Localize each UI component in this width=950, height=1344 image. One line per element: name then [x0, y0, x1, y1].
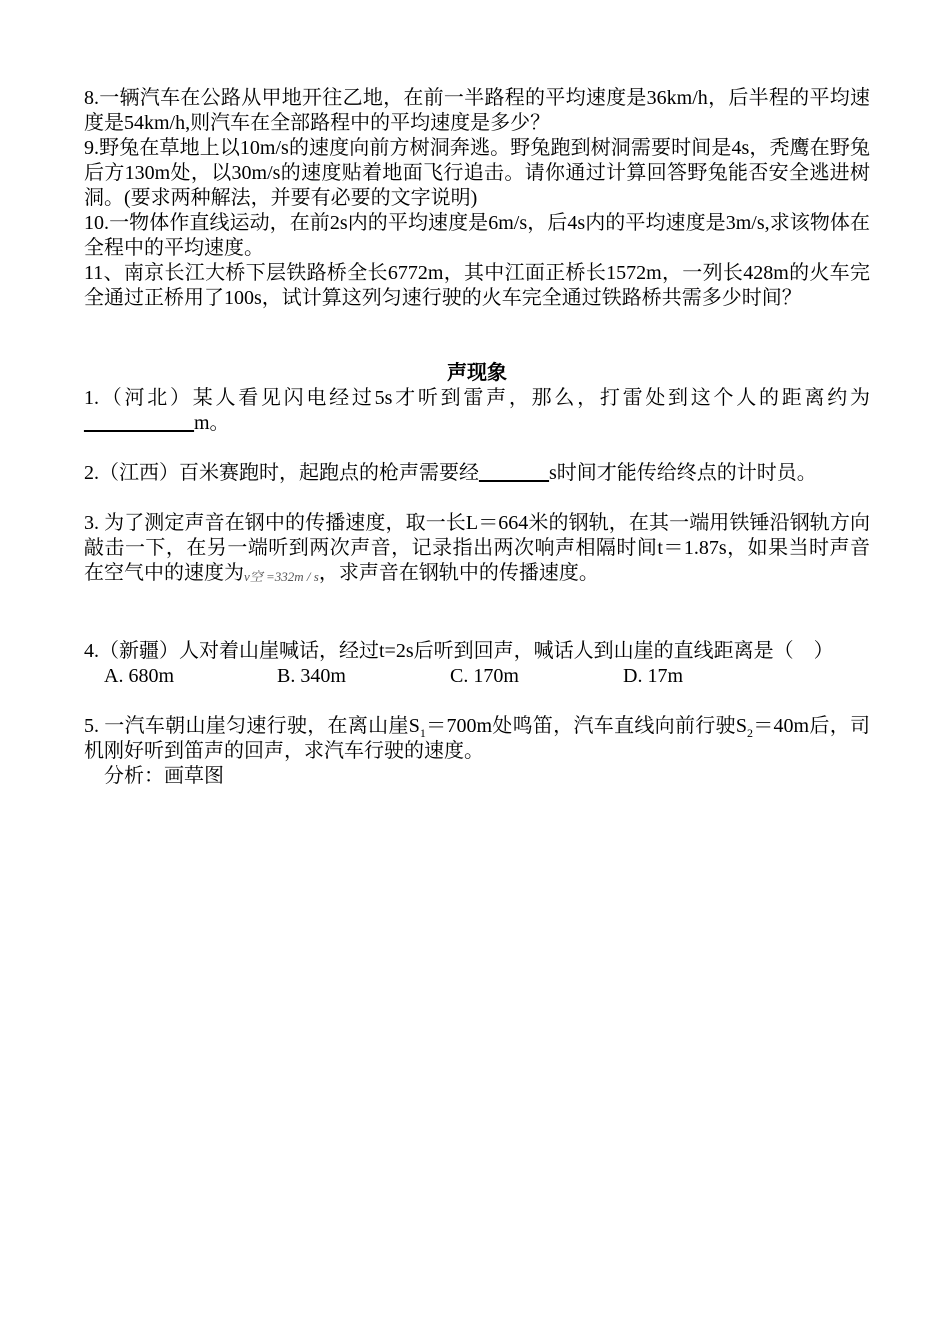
choice-b: B. 340m — [277, 665, 346, 687]
spacer — [84, 589, 870, 639]
choice-list — [84, 664, 870, 689]
question-1-unit: m。 — [194, 412, 230, 434]
section-title: 声现象 — [447, 362, 507, 384]
choice-d: D. 17m — [623, 665, 683, 687]
fill-blank: ___________ — [84, 412, 194, 434]
question-1-text: 1.（河北）某人看见闪电经过5s才听到雷声，那么，打雷处到这个人的距离约为 — [84, 387, 870, 409]
document-page — [84, 86, 870, 789]
subscript-2: 2 — [746, 726, 753, 740]
choice-c: C. 170m — [450, 665, 519, 687]
problem-10: 10.一物体作直线运动，在前2s内的平均速度是6m/s，后4s内的平均速度是3m/s,求该物体在全程中的平均速度。 — [84, 212, 870, 259]
problem-8: 8.一辆汽车在公路从甲地开往乙地，在前一半路程的平均速度是36km/h，后半程的平均速度是54km/h,则汽车在全部路程中的平均速度是多少？ — [84, 87, 870, 134]
question-4: 4.（新疆）人对着山崖喊话，经过t=2s后听到回声，喊话人到山崖的直线距离是（ ） — [84, 640, 834, 662]
question-1 — [84, 386, 870, 436]
spacer — [84, 311, 870, 361]
question-5-text-c: ＝40m后，司机刚好听到笛声的回声，求汽车行驶的速度。 — [84, 715, 871, 762]
question-2-text: 2.（江西）百米赛跑时，起跑点的枪声需要经 — [84, 462, 479, 484]
question-5-text-b: ＝700m处鸣笛，汽车直线向前行驶S — [425, 715, 747, 737]
choice-a: A. 680m — [104, 665, 174, 687]
question-5-text-a: 5. 一汽车朝山崖匀速行驶，在离山崖S — [84, 715, 420, 737]
spacer — [84, 689, 870, 714]
analysis-note: 分析：画草图 — [104, 765, 224, 787]
problem-11: 11、南京长江大桥下层铁路桥全长6772m，其中江面正桥长1572m，一列长428m的火车完全通过正桥用了100s，试计算这列匀速行驶的火车完全通过铁路桥共需多少时间？ — [84, 262, 870, 309]
question-2-rest: s时间才能传给终点的计时员。 — [549, 462, 817, 484]
problem-9: 9.野兔在草地上以10m/s的速度向前方树洞奔逃。野兔跑到树洞需要时间是4s，秃鹰在野兔后方130m处，以30m/s的速度贴着地面飞行追击。请你通过计算回答野兔能否安全逃进树洞。(要求两种解法，并要有必要的文字说明) — [84, 137, 870, 209]
subscript-1: 1 — [419, 726, 426, 740]
fill-blank: _______ — [479, 462, 549, 484]
question-3-rest: ，求声音在钢轨中的传播速度。 — [318, 562, 599, 584]
question-3 — [84, 511, 870, 589]
air-speed-formula: v空 =332m / s — [244, 569, 319, 584]
spacer — [84, 486, 870, 511]
question-2 — [84, 461, 870, 486]
spacer — [84, 436, 870, 461]
question-5 — [84, 714, 870, 764]
question-3-text: 3. 为了测定声音在钢中的传播速度，取一长L＝664米的钢轨，在其一端用铁锤沿钢轨方向敲击一下，在另一端听到两次声音，记录指出两次响声相隔时间t＝1.87s，如果当时声音在空气中的速度为 — [84, 512, 870, 584]
